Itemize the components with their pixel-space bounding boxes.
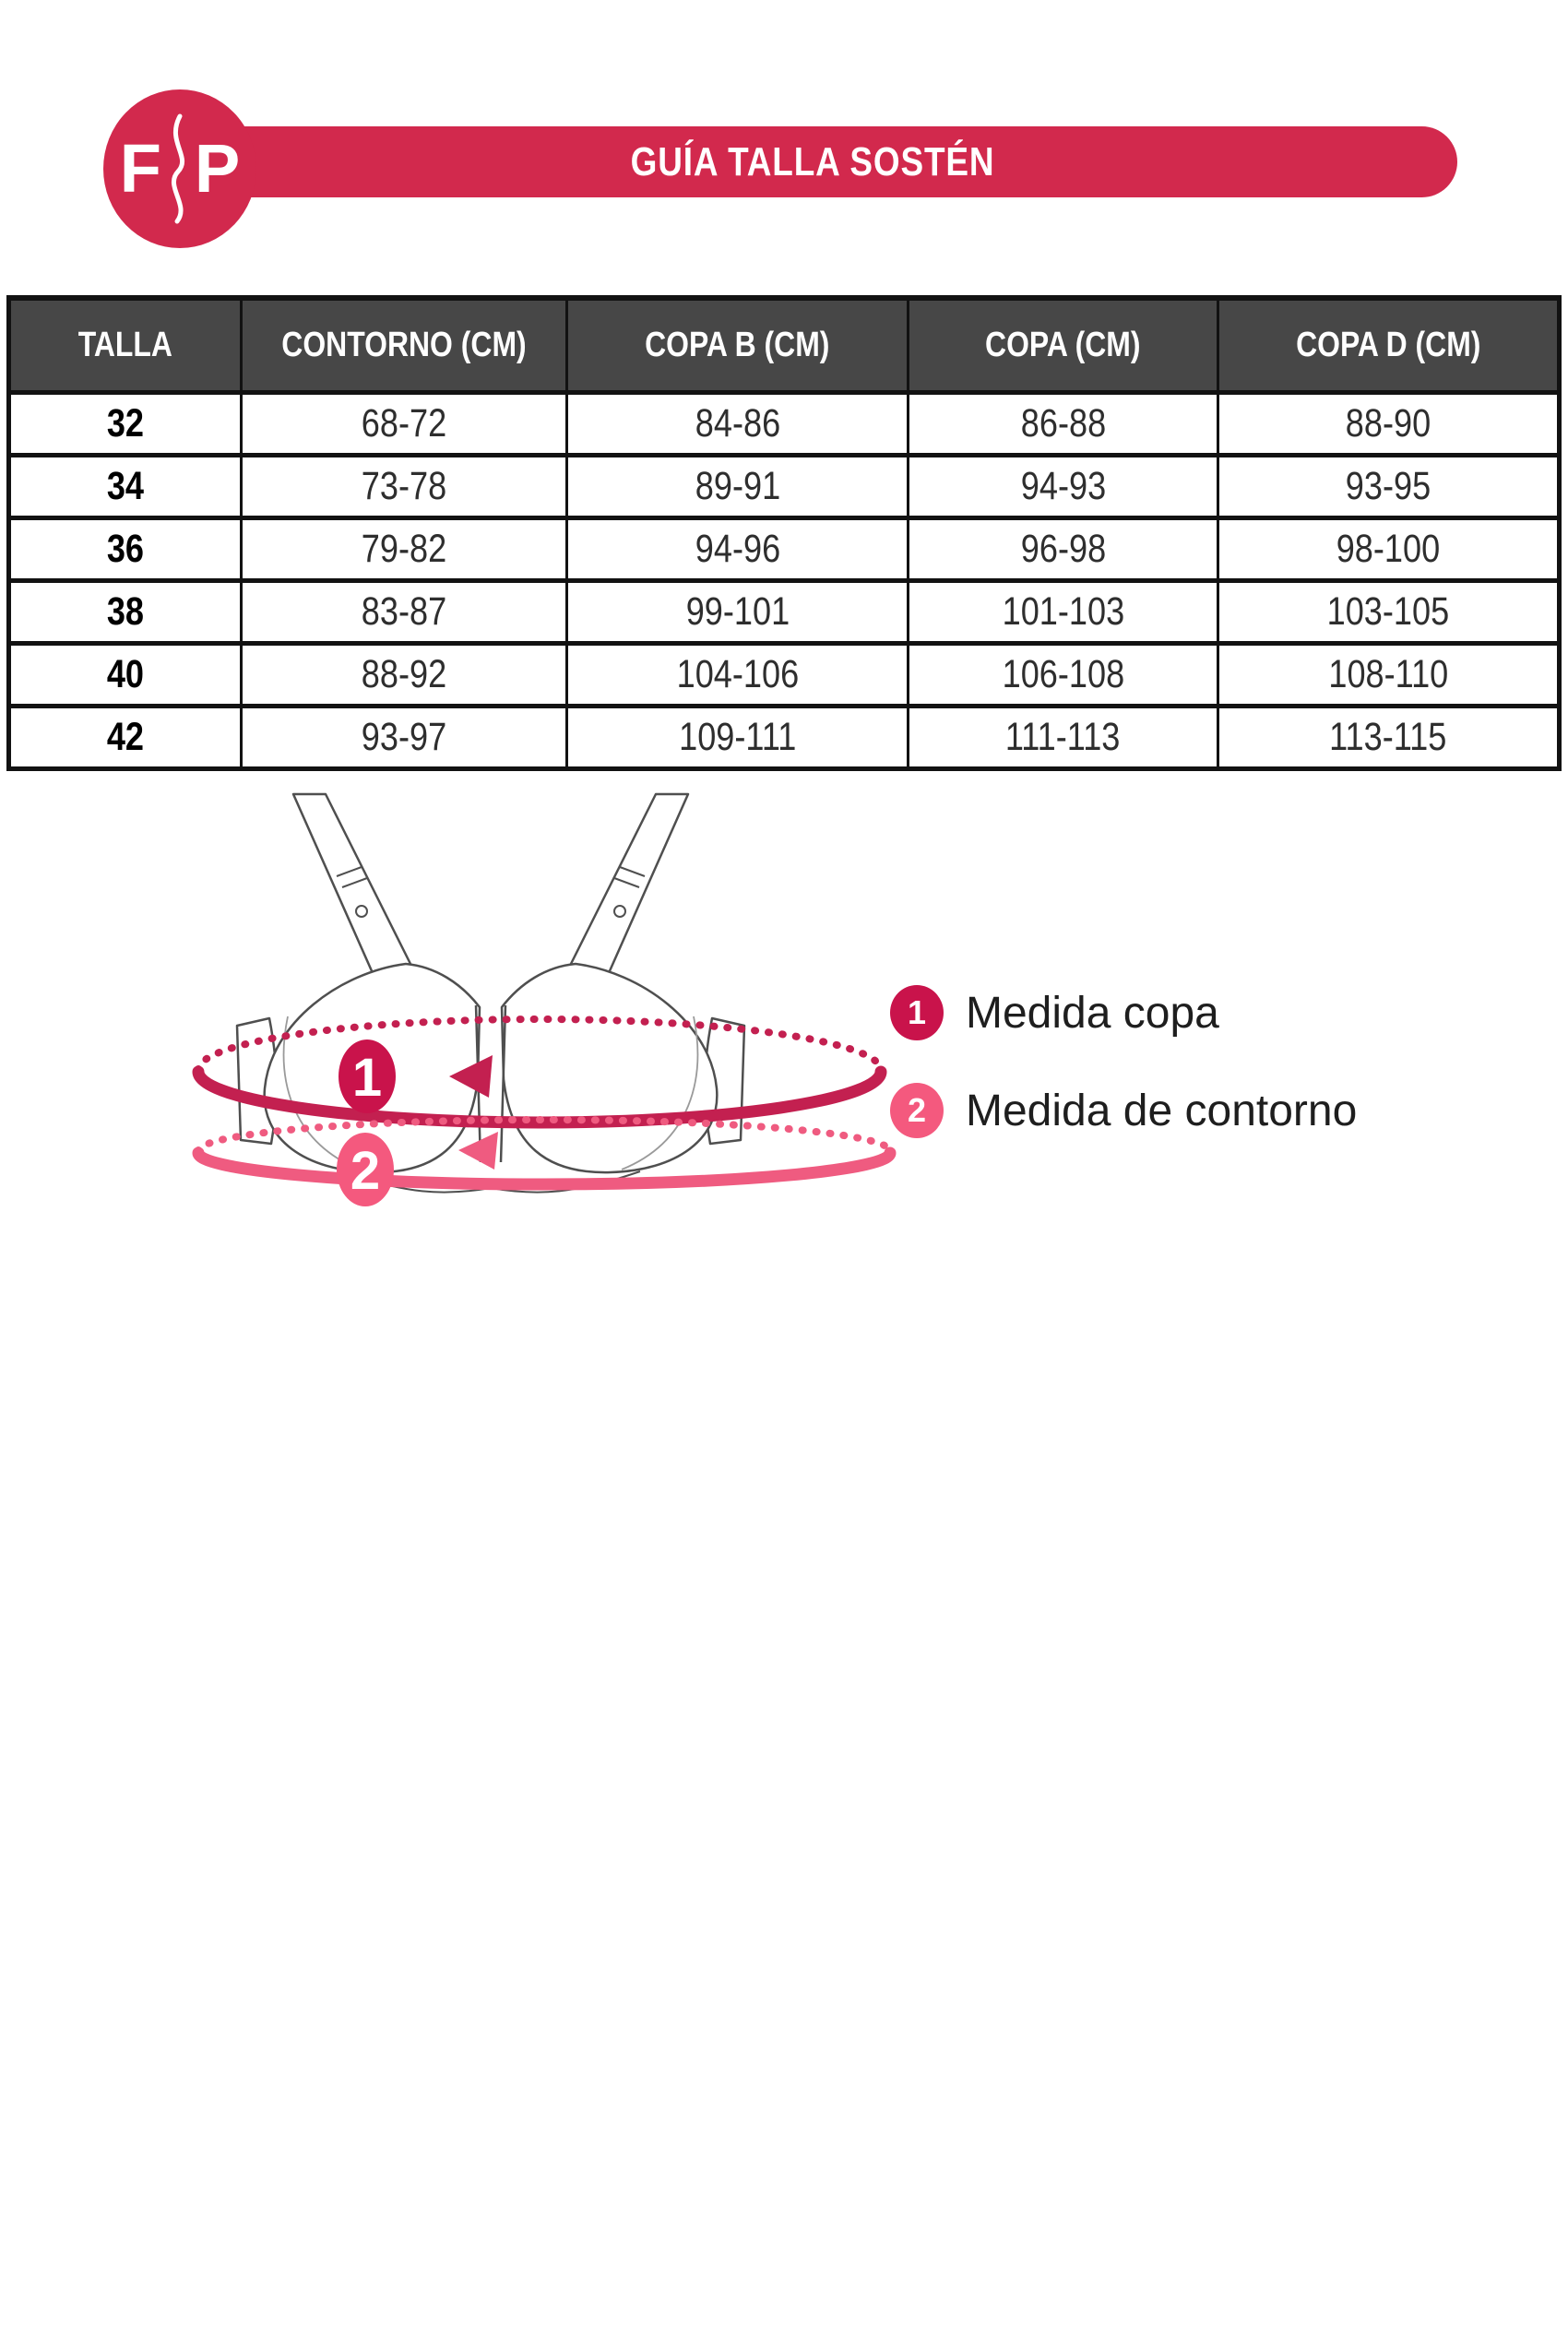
svg-text:2: 2 bbox=[350, 1141, 381, 1201]
table-row bbox=[9, 393, 1560, 456]
logo-letter-f: F bbox=[119, 130, 161, 207]
table-cell bbox=[908, 581, 1218, 644]
cell-value: 84-86 bbox=[695, 401, 780, 445]
cell-value: 108-110 bbox=[1328, 652, 1449, 696]
table-cell bbox=[908, 393, 1218, 456]
table-cell bbox=[242, 393, 567, 456]
table-cell bbox=[1218, 456, 1560, 518]
table-row bbox=[9, 644, 1560, 707]
measure-badge-1 bbox=[339, 1039, 396, 1113]
column-header-copa-b: COPA B (CM) bbox=[567, 298, 909, 393]
column-header-contorno: CONTORNO (CM) bbox=[242, 298, 567, 393]
size-table bbox=[6, 295, 1562, 771]
table-cell bbox=[908, 644, 1218, 707]
title-bar bbox=[168, 126, 1457, 197]
cell-value: 99-101 bbox=[685, 589, 790, 634]
table-cell bbox=[1218, 518, 1560, 581]
table-cell bbox=[9, 456, 242, 518]
table-cell bbox=[567, 518, 909, 581]
cell-value: 89-91 bbox=[695, 464, 780, 508]
table-row bbox=[9, 707, 1560, 769]
underband-arrowhead-icon bbox=[458, 1132, 498, 1170]
table-cell bbox=[9, 518, 242, 581]
cell-value: 109-111 bbox=[678, 715, 797, 759]
measure-badge-2 bbox=[337, 1133, 394, 1206]
table-cell bbox=[1218, 707, 1560, 769]
right-cup bbox=[502, 964, 717, 1172]
page-title: GUÍA TALLA SOSTÉN bbox=[630, 138, 995, 184]
column-header-talla: TALLA bbox=[9, 298, 242, 393]
table-cell bbox=[908, 456, 1218, 518]
cell-value: 36 bbox=[106, 527, 145, 571]
table-cell bbox=[9, 581, 242, 644]
table-cell bbox=[567, 644, 909, 707]
svg-text:1: 1 bbox=[351, 1048, 383, 1108]
table-cell bbox=[567, 581, 909, 644]
cell-value: 38 bbox=[106, 589, 145, 634]
brand-logo bbox=[103, 89, 256, 248]
table-cell bbox=[9, 707, 242, 769]
table-cell bbox=[242, 707, 567, 769]
legend-label-band: Medida de contorno bbox=[966, 1086, 1358, 1135]
table-header-row bbox=[9, 298, 1560, 393]
table-cell bbox=[9, 644, 242, 707]
cell-value: 101-103 bbox=[1002, 589, 1124, 634]
legend-badge-1: 1 bbox=[890, 985, 944, 1040]
table-cell bbox=[242, 518, 567, 581]
table-cell bbox=[1218, 393, 1560, 456]
legend-badge-2: 2 bbox=[890, 1083, 944, 1138]
logo-letter-p: P bbox=[194, 130, 241, 207]
cell-value: 34 bbox=[106, 464, 145, 508]
cell-value: 94-96 bbox=[695, 527, 780, 571]
measure-legend bbox=[890, 985, 1357, 1138]
legend-item-band-measure bbox=[890, 1083, 1357, 1138]
table-cell bbox=[1218, 581, 1560, 644]
right-strap bbox=[571, 794, 688, 981]
table-row bbox=[9, 581, 1560, 644]
legend-item-cup-measure bbox=[890, 985, 1357, 1040]
cell-value: 88-92 bbox=[361, 652, 447, 696]
table-cell bbox=[908, 518, 1218, 581]
column-header-copa: COPA (CM) bbox=[908, 298, 1218, 393]
cell-value: 104-106 bbox=[676, 652, 799, 696]
table-cell bbox=[567, 707, 909, 769]
left-strap bbox=[293, 794, 410, 981]
table-cell bbox=[242, 581, 567, 644]
cell-value: 111-113 bbox=[1005, 715, 1121, 759]
table-cell bbox=[567, 456, 909, 518]
table-cell bbox=[567, 393, 909, 456]
logo-squiggle-icon bbox=[166, 113, 190, 225]
table-row bbox=[9, 456, 1560, 518]
cell-value: 40 bbox=[106, 652, 145, 696]
cell-value: 93-97 bbox=[361, 715, 447, 759]
table-cell bbox=[1218, 644, 1560, 707]
column-header-copa-d: COPA D (CM) bbox=[1218, 298, 1560, 393]
cell-value: 32 bbox=[106, 401, 145, 445]
cell-value: 96-98 bbox=[1020, 527, 1106, 571]
cell-value: 86-88 bbox=[1020, 401, 1106, 445]
cell-value: 68-72 bbox=[361, 401, 447, 445]
table-cell bbox=[908, 707, 1218, 769]
cell-value: 94-93 bbox=[1020, 464, 1106, 508]
cell-value: 103-105 bbox=[1326, 589, 1450, 634]
cell-value: 113-115 bbox=[1329, 715, 1447, 759]
cell-value: 88-90 bbox=[1345, 401, 1431, 445]
cell-value: 73-78 bbox=[361, 464, 447, 508]
cell-value: 79-82 bbox=[361, 527, 447, 571]
brand-logo-mark bbox=[120, 113, 241, 225]
cell-value: 93-95 bbox=[1345, 464, 1431, 508]
cell-value: 83-87 bbox=[361, 589, 447, 634]
table-cell bbox=[242, 456, 567, 518]
table-cell bbox=[242, 644, 567, 707]
cell-value: 98-100 bbox=[1336, 527, 1441, 571]
cell-value: 42 bbox=[106, 715, 145, 759]
table-cell bbox=[9, 393, 242, 456]
cell-value: 106-108 bbox=[1002, 652, 1124, 696]
table-row bbox=[9, 518, 1560, 581]
legend-label-cup: Medida copa bbox=[966, 988, 1219, 1038]
bra-diagram bbox=[129, 775, 904, 1236]
